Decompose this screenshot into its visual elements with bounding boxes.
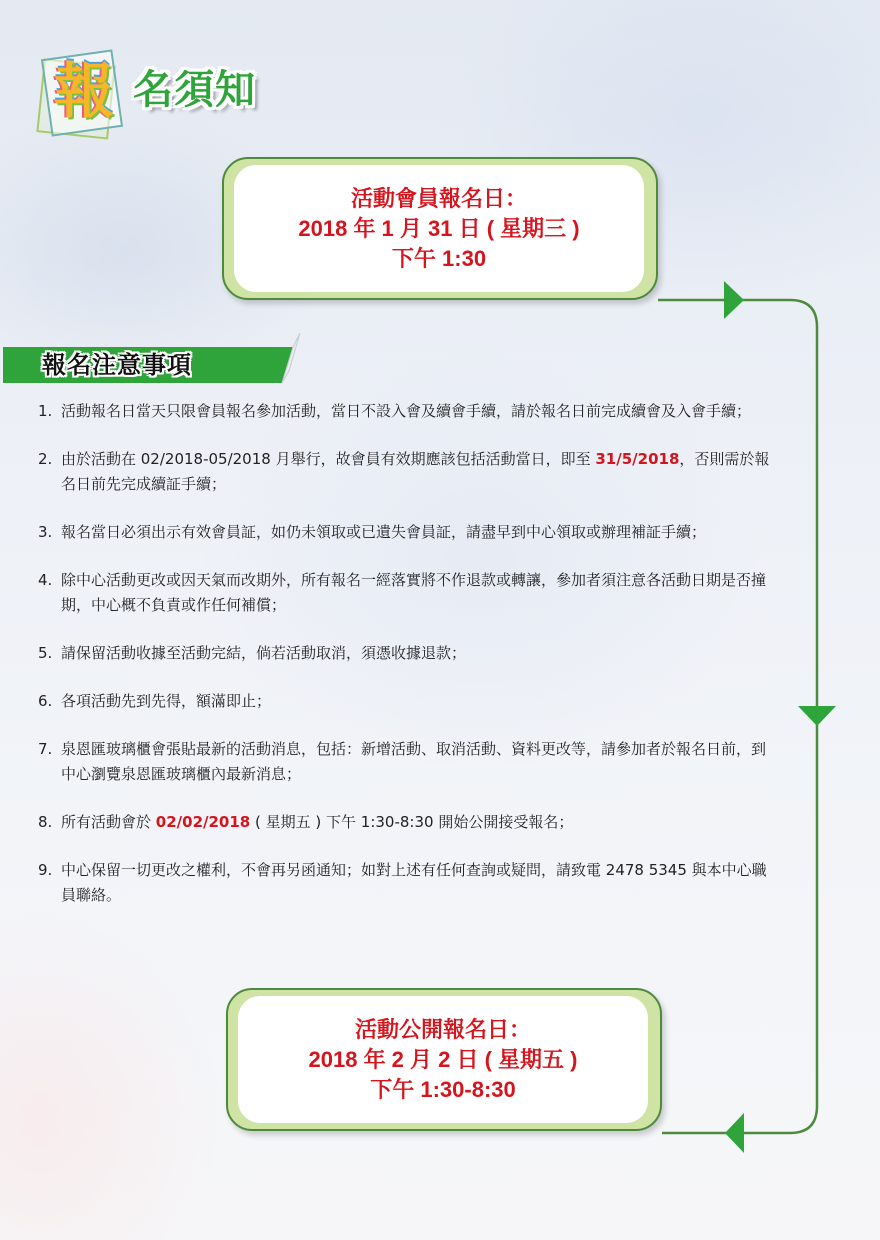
- note-item: 4. 除中心活動更改或因天氣而改期外，所有報名一經落實將不作退款或轉讓，參加者須注意各活動日期是否撞期，中心概不負責或作任何補償；: [38, 571, 767, 614]
- registration-notes-list: [38, 399, 774, 908]
- note-item: 9. 中心保留一切更改之權利，不會再另函通知；如對上述有任何查詢或疑問，請致電 2478 5345 與本中心職員聯絡。: [38, 861, 767, 904]
- note-item: 8. 所有活動會於 02/02/2018 ( 星期五 ) 下午 1:30-8:30 開始公開接受報名；: [38, 813, 574, 831]
- note-item: 1. 活動報名日當天只限會員報名參加活動，當日不設入會及續會手續，請於報名日前完成續會及入會手續；: [38, 402, 752, 420]
- page-title-logo: [38, 40, 278, 140]
- arrow-right-icon: [724, 281, 744, 319]
- section-banner: [0, 333, 305, 387]
- public-registration-label: 活動公開報名日：: [354, 1016, 531, 1042]
- page-title: 名須知: [133, 67, 256, 113]
- highlighted-date: 31/5/2018: [595, 450, 680, 468]
- note-item: 2. 由於活動在 02/2018-05/2018 月舉行，故會員有效期應該包括活動當日，即至 31/5/2018，否則需於報名日前先完成續証手續；: [38, 450, 770, 493]
- member-registration-box: [222, 157, 658, 300]
- member-registration-time: 下午 1:30: [391, 245, 487, 271]
- highlighted-date: 02/02/2018: [155, 813, 251, 831]
- public-registration-box: [226, 988, 662, 1131]
- note-item: 3. 報名當日必須出示有效會員証，如仍未領取或已遺失會員証，請盡早到中心領取或辦理補証手續；: [38, 523, 707, 541]
- note-item: 7. 泉恩匯玻璃櫃會張貼最新的活動消息，包括：新增活動、取消活動、資料更改等，請參加者於報名日前，到中心瀏覽泉恩匯玻璃櫃內最新消息；: [38, 740, 767, 783]
- note-item: 5. 請保留活動收據至活動完結，倘若活動取消，須憑收據退款；: [38, 644, 467, 662]
- section-heading: 報名注意事項: [42, 351, 192, 379]
- note-item: 6. 各項活動先到先得，額滿即止；: [38, 692, 272, 710]
- public-registration-time: 下午 1:30-8:30: [370, 1076, 516, 1102]
- member-registration-date: 2018 年 1 月 31 日 ( 星期三 ): [298, 215, 580, 241]
- title-first-char: 報: [54, 57, 114, 127]
- arrow-left-icon: [725, 1113, 744, 1153]
- member-registration-label: 活動會員報名日：: [350, 185, 527, 211]
- arrow-down-icon: [798, 706, 836, 726]
- public-registration-date: 2018 年 2 月 2 日 ( 星期五 ): [308, 1046, 578, 1072]
